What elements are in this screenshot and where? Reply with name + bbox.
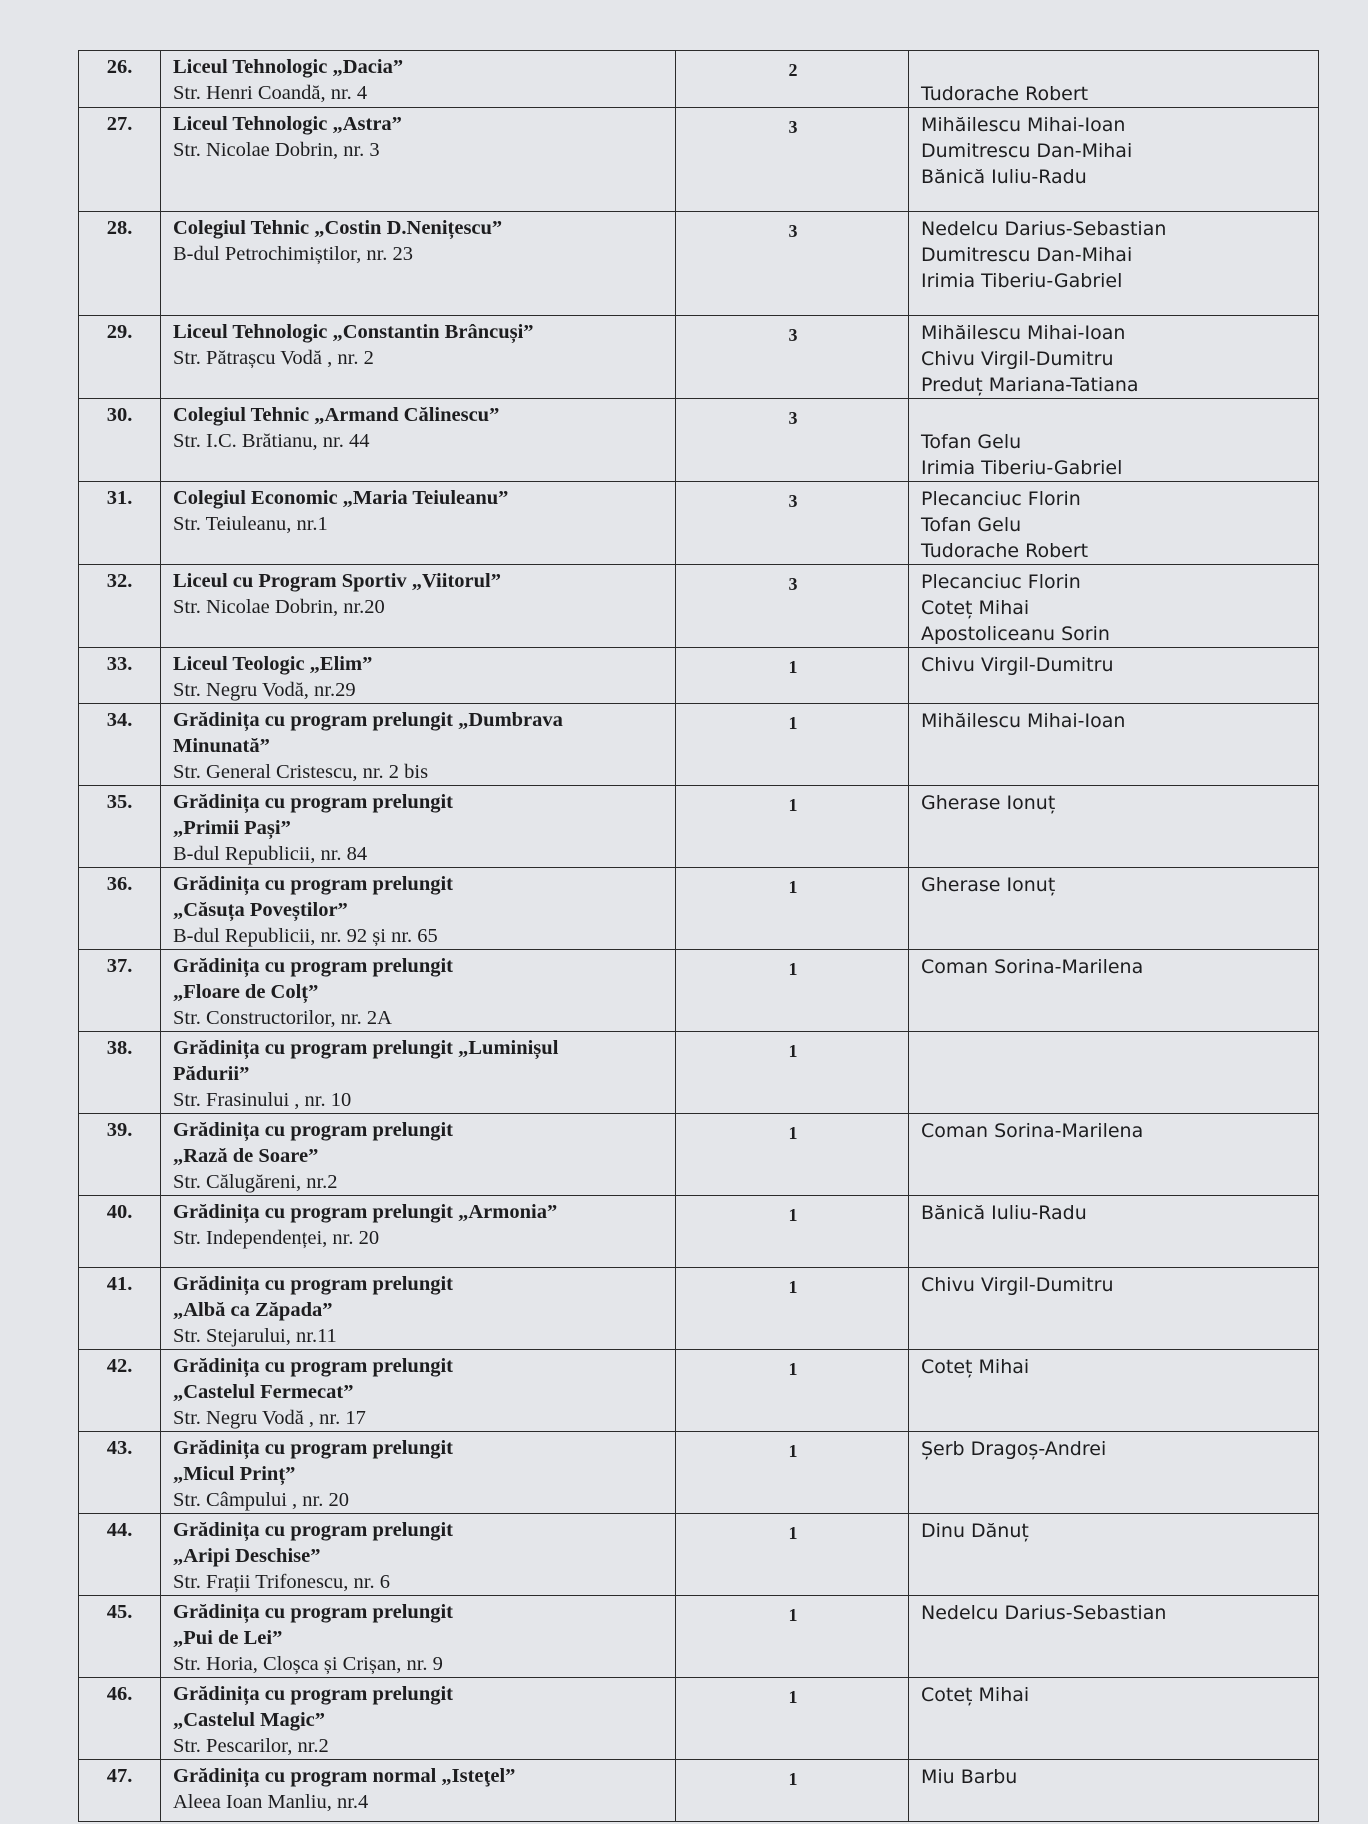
- school-cell: [161, 51, 676, 108]
- members-cell: [909, 1114, 1319, 1196]
- members-cell: [909, 950, 1319, 1032]
- members-cell: [909, 316, 1319, 399]
- school-cell: [161, 1514, 676, 1596]
- document-sheet: [78, 50, 1318, 1822]
- member-name: Tofan Gelu: [921, 514, 1022, 536]
- school-name: Grădinița cu program prelungit „Micul Prinț”: [173, 1437, 453, 1485]
- inspector-count: 1: [676, 1350, 909, 1432]
- school-address: Str. Negru Vodă , nr. 17: [173, 1407, 366, 1429]
- school-address: Str. Frasinului , nr. 10: [173, 1089, 352, 1111]
- inspector-count: 1: [676, 1196, 909, 1268]
- inspector-count: 1: [676, 786, 909, 868]
- school-address: Str. Constructorilor, nr. 2A: [173, 1007, 392, 1029]
- school-address: Str. Călugăreni, nr.2: [173, 1171, 338, 1193]
- inspector-count: 3: [676, 212, 909, 316]
- table-row: [79, 1032, 1319, 1114]
- school-address: Str. Teiuleanu, nr.1: [173, 513, 328, 535]
- table-row: [79, 1114, 1319, 1196]
- member-name: Chivu Virgil-Dumitru: [921, 1274, 1114, 1296]
- inspector-count: 1: [676, 868, 909, 950]
- members-cell: [909, 868, 1319, 950]
- inspector-count: 1: [676, 704, 909, 786]
- school-cell: [161, 108, 676, 212]
- table-row: [79, 108, 1319, 212]
- member-name: Nedelcu Darius-Sebastian: [921, 218, 1167, 240]
- member-name: Dinu Dănuț: [921, 1520, 1029, 1542]
- school-address: Str. Independenței, nr. 20: [173, 1227, 380, 1249]
- inspector-count: 3: [676, 565, 909, 648]
- member-name: Gherase Ionuț: [921, 874, 1056, 896]
- row-number: 40.: [79, 1196, 161, 1268]
- row-number: 35.: [79, 786, 161, 868]
- member-name: Dumitrescu Dan-Mihai: [921, 140, 1133, 162]
- member-name: Gherase Ionuț: [921, 792, 1056, 814]
- row-number: 37.: [79, 950, 161, 1032]
- school-name: Grădinița cu program prelungit „Dumbrava Minunată”: [173, 709, 563, 757]
- row-number: 31.: [79, 482, 161, 565]
- member-name: Chivu Virgil-Dumitru: [921, 348, 1114, 370]
- members-cell: [909, 1678, 1319, 1760]
- row-number: 38.: [79, 1032, 161, 1114]
- school-address: Str. I.C. Brătianu, nr. 44: [173, 430, 370, 452]
- school-name: Grădinița cu program prelungit „Albă ca Zăpada”: [173, 1273, 453, 1321]
- school-cell: [161, 1268, 676, 1350]
- table-row: [79, 1196, 1319, 1268]
- members-cell: [909, 1432, 1319, 1514]
- school-address: Str. Henri Coandă, nr. 4: [173, 82, 368, 104]
- row-number: 27.: [79, 108, 161, 212]
- table-row: [79, 565, 1319, 648]
- school-name: Grădinița cu program prelungit „Floare de Colț”: [173, 955, 453, 1003]
- school-name: Grădinița cu program prelungit „Aripi Deschise”: [173, 1519, 453, 1567]
- members-cell: [909, 51, 1319, 108]
- member-name: Tofan Gelu: [921, 431, 1022, 453]
- members-cell: [909, 212, 1319, 316]
- school-cell: [161, 316, 676, 399]
- school-address: Str. Horia, Cloșca și Crișan, nr. 9: [173, 1653, 443, 1675]
- member-name: Șerb Dragoș-Andrei: [921, 1438, 1107, 1460]
- member-name: Coteț Mihai: [921, 1356, 1030, 1378]
- school-name: Grădinița cu program prelungit „Luminișul Pădurii”: [173, 1037, 559, 1085]
- member-name: Mihăilescu Mihai-Ioan: [921, 322, 1126, 344]
- school-address: Str. General Cristescu, nr. 2 bis: [173, 761, 429, 783]
- school-name: Grădinița cu program prelungit „Rază de Soare”: [173, 1119, 453, 1167]
- school-address: B-dul Republicii, nr. 92 și nr. 65: [173, 925, 438, 947]
- school-cell: [161, 1596, 676, 1678]
- member-name: Bănică Iuliu-Radu: [921, 166, 1087, 188]
- inspector-count: 1: [676, 1596, 909, 1678]
- members-cell: [909, 108, 1319, 212]
- inspector-count: 1: [676, 1114, 909, 1196]
- school-cell: [161, 1432, 676, 1514]
- school-name: Grădinița cu program prelungit „Primii Pași”: [173, 791, 453, 839]
- table-row: [79, 51, 1319, 108]
- school-name: Grădinița cu program prelungit „Armonia”: [173, 1201, 558, 1223]
- table-row: [79, 316, 1319, 399]
- row-number: 41.: [79, 1268, 161, 1350]
- members-cell: [909, 1596, 1319, 1678]
- school-name: Liceul cu Program Sportiv „Viitorul”: [173, 570, 501, 592]
- member-name: Bănică Iuliu-Radu: [921, 1202, 1087, 1224]
- member-name: Irimia Tiberiu-Gabriel: [921, 457, 1123, 479]
- member-name: [921, 403, 1308, 429]
- members-cell: [909, 704, 1319, 786]
- school-name: Colegiul Economic „Maria Teiuleanu”: [173, 487, 509, 509]
- table-row: [79, 868, 1319, 950]
- school-name: Grădinița cu program normal „Isteţel”: [173, 1765, 516, 1787]
- member-name: Coteț Mihai: [921, 1684, 1030, 1706]
- school-name: Grădinița cu program prelungit „Castelul Fermecat”: [173, 1355, 453, 1403]
- table-row: [79, 786, 1319, 868]
- row-number: 46.: [79, 1678, 161, 1760]
- table-row: [79, 1268, 1319, 1350]
- member-name: Coman Sorina-Marilena: [921, 1120, 1144, 1142]
- row-number: 43.: [79, 1432, 161, 1514]
- school-name: Grădinița cu program prelungit „Căsuța Poveștilor”: [173, 873, 453, 921]
- table-row: [79, 1596, 1319, 1678]
- table-row: [79, 950, 1319, 1032]
- table-row: [79, 1514, 1319, 1596]
- members-cell: [909, 1196, 1319, 1268]
- inspector-count: 1: [676, 950, 909, 1032]
- row-number: 34.: [79, 704, 161, 786]
- school-address: B-dul Petrochimiștilor, nr. 23: [173, 243, 414, 265]
- member-name: Apostoliceanu Sorin: [921, 623, 1110, 645]
- table-row: [79, 482, 1319, 565]
- row-number: 47.: [79, 1760, 161, 1822]
- member-name: Coman Sorina-Marilena: [921, 956, 1144, 978]
- inspector-count: 2: [676, 51, 909, 108]
- school-cell: [161, 1350, 676, 1432]
- school-name: Liceul Teologic „Elim”: [173, 653, 373, 675]
- school-name: Colegiul Tehnic „Costin D.Nenițescu”: [173, 217, 503, 239]
- school-address: Str. Nicolae Dobrin, nr.20: [173, 596, 385, 618]
- school-cell: [161, 1114, 676, 1196]
- school-cell: [161, 1032, 676, 1114]
- row-number: 33.: [79, 648, 161, 704]
- school-name: Colegiul Tehnic „Armand Călinescu”: [173, 404, 500, 426]
- school-name: Liceul Tehnologic „Constantin Brâncuși”: [173, 321, 534, 343]
- school-name: Liceul Tehnologic „Astra”: [173, 113, 402, 135]
- school-cell: [161, 1196, 676, 1268]
- members-cell: [909, 1032, 1319, 1114]
- members-cell: [909, 399, 1319, 482]
- table-row: [79, 1678, 1319, 1760]
- table-row: [79, 1432, 1319, 1514]
- school-cell: [161, 482, 676, 565]
- row-number: 45.: [79, 1596, 161, 1678]
- inspector-count: 1: [676, 1268, 909, 1350]
- school-name: Grădinița cu program prelungit „Pui de Lei”: [173, 1601, 453, 1649]
- table-row: [79, 1350, 1319, 1432]
- school-address: Aleea Ioan Manliu, nr.4: [173, 1791, 369, 1813]
- inspector-count: 1: [676, 1678, 909, 1760]
- members-cell: [909, 648, 1319, 704]
- school-address: Str. Pescarilor, nr.2: [173, 1735, 329, 1757]
- member-name: [921, 55, 1308, 81]
- member-name: Mihăilescu Mihai-Ioan: [921, 114, 1126, 136]
- members-cell: [909, 1514, 1319, 1596]
- members-cell: [909, 786, 1319, 868]
- member-name: Tudorache Robert: [921, 540, 1089, 562]
- school-cell: [161, 1678, 676, 1760]
- member-name: Miu Barbu: [921, 1766, 1018, 1788]
- member-name: Mihăilescu Mihai-Ioan: [921, 710, 1126, 732]
- inspector-count: 1: [676, 648, 909, 704]
- row-number: 30.: [79, 399, 161, 482]
- member-name: Chivu Virgil-Dumitru: [921, 654, 1114, 676]
- members-cell: [909, 1350, 1319, 1432]
- school-cell: [161, 565, 676, 648]
- member-name: Preduț Mariana-Tatiana: [921, 374, 1139, 396]
- school-address: Str. Negru Vodă, nr.29: [173, 679, 356, 701]
- row-number: 39.: [79, 1114, 161, 1196]
- school-cell: [161, 212, 676, 316]
- member-name: Dumitrescu Dan-Mihai: [921, 244, 1133, 266]
- table-row: [79, 704, 1319, 786]
- school-cell: [161, 950, 676, 1032]
- school-address: Str. Frații Trifonescu, nr. 6: [173, 1571, 390, 1593]
- member-name: Coteț Mihai: [921, 597, 1030, 619]
- inspector-count: 1: [676, 1514, 909, 1596]
- school-cell: [161, 399, 676, 482]
- members-cell: [909, 1268, 1319, 1350]
- members-cell: [909, 565, 1319, 648]
- members-cell: [909, 1760, 1319, 1822]
- row-number: 32.: [79, 565, 161, 648]
- school-cell: [161, 868, 676, 950]
- school-cell: [161, 786, 676, 868]
- row-number: 36.: [79, 868, 161, 950]
- table-row: [79, 648, 1319, 704]
- members-cell: [909, 482, 1319, 565]
- member-name: Plecanciuc Florin: [921, 488, 1081, 510]
- row-number: 29.: [79, 316, 161, 399]
- schools-table: [78, 50, 1319, 1822]
- school-name: Liceul Tehnologic „Dacia”: [173, 56, 404, 78]
- school-address: Str. Câmpului , nr. 20: [173, 1489, 349, 1511]
- row-number: 44.: [79, 1514, 161, 1596]
- member-name: Nedelcu Darius-Sebastian: [921, 1602, 1167, 1624]
- inspector-count: 3: [676, 482, 909, 565]
- inspector-count: 3: [676, 108, 909, 212]
- school-cell: [161, 648, 676, 704]
- inspector-count: 1: [676, 1760, 909, 1822]
- member-name: Irimia Tiberiu-Gabriel: [921, 270, 1123, 292]
- member-name: Tudorache Robert: [921, 83, 1089, 105]
- table-row: [79, 212, 1319, 316]
- school-address: Str. Nicolae Dobrin, nr. 3: [173, 139, 380, 161]
- school-address: Str. Stejarului, nr.11: [173, 1325, 337, 1347]
- school-cell: [161, 704, 676, 786]
- school-address: B-dul Republicii, nr. 84: [173, 843, 368, 865]
- table-row: [79, 399, 1319, 482]
- inspector-count: 3: [676, 316, 909, 399]
- row-number: 42.: [79, 1350, 161, 1432]
- inspector-count: 1: [676, 1032, 909, 1114]
- inspector-count: 3: [676, 399, 909, 482]
- school-cell: [161, 1760, 676, 1822]
- member-name: Plecanciuc Florin: [921, 571, 1081, 593]
- row-number: 28.: [79, 212, 161, 316]
- table-row: [79, 1760, 1319, 1822]
- table-body: [79, 51, 1319, 1822]
- row-number: 26.: [79, 51, 161, 108]
- school-name: Grădinița cu program prelungit „Castelul Magic”: [173, 1683, 453, 1731]
- inspector-count: 1: [676, 1432, 909, 1514]
- school-address: Str. Pătrașcu Vodă , nr. 2: [173, 347, 374, 369]
